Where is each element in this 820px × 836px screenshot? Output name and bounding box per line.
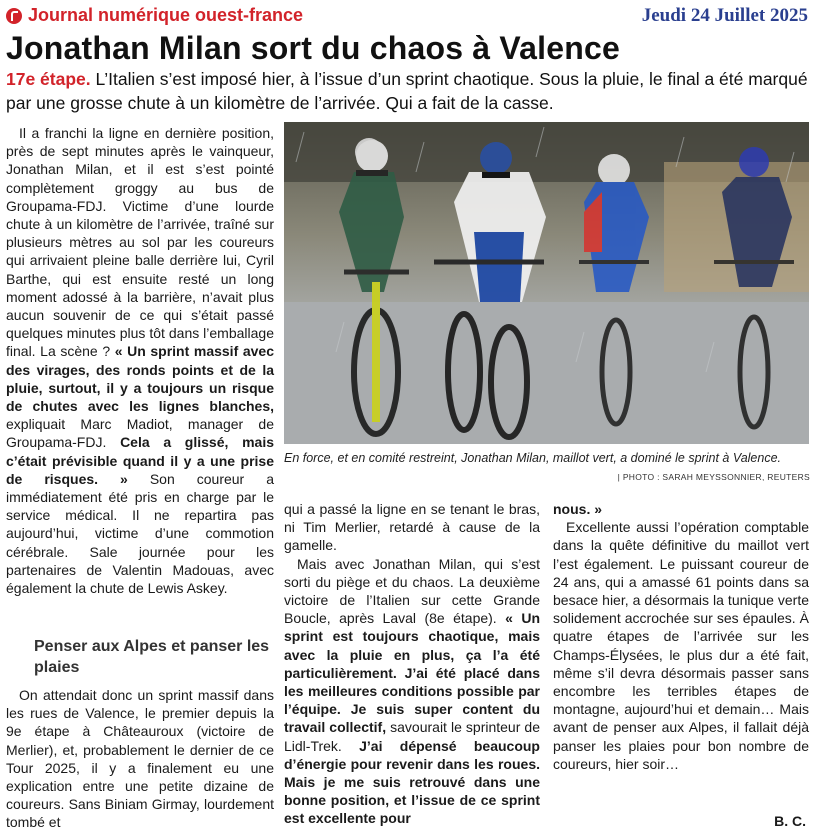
article-column-3: [553, 500, 809, 773]
quote-bold: « Un sprint est toujours chaotique, mais avec la pluie en plus, ça l’a été particulièrement. J’ai été placé dans les meilleures conditions possible par l’équipe. Je suis super content du travail collectif,: [284, 610, 540, 736]
photo-credit: | PHOTO : SARAH MEYSSONNIER, REUTERS: [617, 472, 810, 482]
stage-label: 17e étape.: [6, 69, 91, 89]
paragraph-text: Il a franchi la ligne en dernière position, près de sept minutes après le vainqueur, Jonathan Milan, et il est s’est pointé complètement groggy au bus de Groupama-FDJ. Victime d’une lourde chute à un kilomètre de l’arrivée, traîné sur plusieurs mètres au sol par les coureurs qui arrivaient pleine balle derrière lui, Cyril Barthe, qui est ensuite resté un long moment adossé à la barrière, n’avait plus aucun souvenir de ce qui s’était passé quelques minutes plus tôt dans l’emballage final. La scène ?: [6, 125, 274, 360]
masthead: [6, 4, 814, 28]
lede-text: L’Italien s’est imposé hier, à l’issue d’un sprint chaotique. Sous la pluie, le final a été marqué par une grosse chute à un kilomètre de l’arrivée. Qui a fait de la casse.: [6, 69, 808, 113]
publication-date: Jeudi 24 Juillet 2025: [641, 5, 808, 26]
photo-caption: En force, et en comité restreint, Jonathan Milan, maillot vert, a dominé le sprint à Valence.: [284, 451, 782, 465]
paragraph: On attendait donc un sprint massif dans les rues de Valence, le premier depuis la 9e étape à Châteauroux (victoire de Merlier), et, probablement le dernier de ce Tour 2025, il y a finalement eu une explication entre une petite dizaine de coureurs. Sans Biniam Girmay, lourdement tombé et: [6, 687, 274, 831]
paragraph-text: savourait le sprinteur de Lidl-Trek.: [284, 719, 540, 754]
quote-bold: J’ai dépensé beaucoup d’énergie pour revenir dans les roues. Mais je me suis retrouvé dans une bonne position, et l’issue de ce sprint est excellente pour: [284, 737, 540, 827]
paragraph: qui a passé la ligne en se tenant le bras, ni Tim Merlier, retardé à cause de la gamelle.: [284, 501, 540, 554]
article-lede: [6, 67, 814, 115]
article-column-1: [6, 124, 274, 597]
ouest-france-logo-icon: [6, 8, 22, 24]
quote-bold: nous. »: [553, 501, 603, 517]
article-column-1-continued: [6, 686, 274, 832]
paragraph: [284, 555, 540, 828]
race-photo: [284, 122, 809, 444]
paragraph-text: expliquait Marc Madiot, manager de Groupama-FDJ.: [6, 416, 274, 451]
sprint-photo-illustration: [284, 122, 809, 444]
article-column-2: [284, 500, 540, 828]
section-subheading: Penser aux Alpes et panser les plaies: [34, 638, 270, 676]
publication-name: Journal numérique ouest-france: [28, 5, 304, 25]
article-title: Jonathan Milan sort du chaos à Valence: [6, 30, 620, 66]
paragraph-text: Son coureur a immédiatement été pris en charge par le service médical. Il ne repartira pas aujourd’hui, victime d’une commotion cérébrale. Sale journée pour les partenaires de Valentin Madouas, avec également la chute de Lewis Askey.: [6, 470, 274, 597]
author-signature: B. C.: [774, 813, 806, 829]
paragraph: [6, 124, 274, 597]
quote-bold: « Un sprint massif avec des virages, des ronds points et de la pluie, surtout, il y a toujours un risque de chutes avec les lignes blanches,: [6, 343, 274, 415]
paragraph: Excellente aussi l’opération comptable dans la quête définitive du maillot vert l’est également. Le puissant coureur de 24 ans, qui a amassé 61 points dans sa besace hier, a désormais la tunique verte solidement accrochée sur ses épaules. À quatre étapes de l’arrivée sur les Champs-Élysées, le plus dur a été fait, même s’il devra désormais passer sans encombre les terribles étapes de montagne, aujourd’hui et demain… Mais avant de penser aux Alpes, il fallait déjà panser les plaies pour bon nombre de coureurs, hier soir…: [553, 519, 809, 772]
quote-bold: Cela a glissé, mais c’était prévisible quand il y a une prise de risques. »: [6, 434, 274, 487]
paragraph-text: Mais avec Jonathan Milan, qui s’est sorti du piège et du chaos. La deuxième victoire de l’Italien sur cette Grande Boucle, après Laval (8e étape).: [284, 555, 540, 627]
